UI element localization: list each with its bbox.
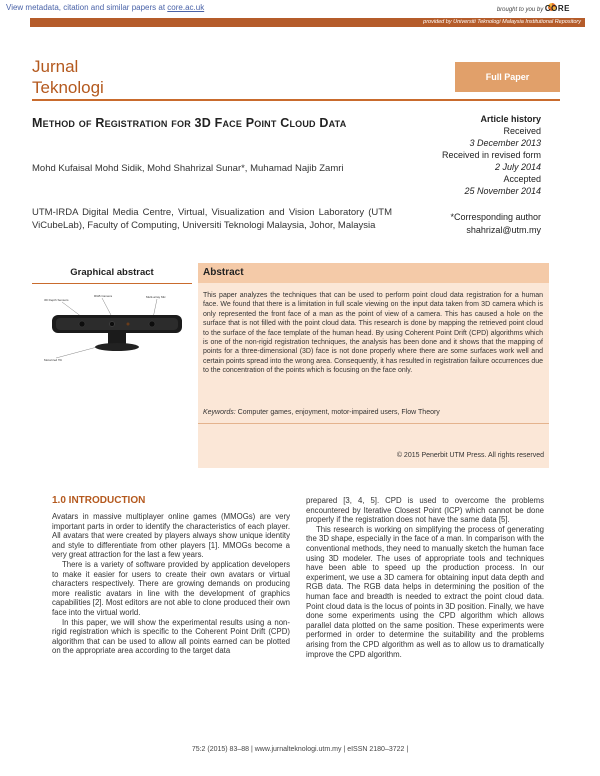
full-paper-badge: Full Paper (455, 62, 560, 92)
paragraph: There is a variety of software provided by application developers to make it easier for users to create their own avatars or virtual characters respectively. There are growing demands on producing more realistic avatars in line with the development of graphics capabilities [2]. Most editors are not able to clone produced their own face into the virtual world. (52, 559, 290, 617)
paragraph: prepared [3, 4, 5]. CPD is used to overcome the problems encountered by Iterative Closest Point (ICP) which cannot be done properly if the registration does not have the same data [5]. (306, 496, 544, 525)
paragraph: In this paper, we will show the experimental results using a non-rigid registration which is specific to the Coherent Point Drift (CPD) algorithm that can be used to allow all points earned can be plotted on the appropriate area according to the target data (52, 617, 290, 656)
authors: Mohd Kufaisal Mohd Sidik, Mohd Shahrizal Sunar*, Muhamad Najib Zamri (32, 163, 344, 174)
abstract-divider (198, 423, 549, 424)
header-divider (32, 99, 560, 101)
abstract-text: This paper analyzes the techniques that can be used to perform point cloud data registration for a human face. We found that there is a limitation in full scale viewing on the input data taken from 3D camera which is only represented the front face of a man as the point of view of a camera. This has caused a hole on the surface that is not filled with the point cloud data. This research is done by mapping the retrieved point cloud to the surface of the face template of the human head. By using Coherent Point Drift (CPD) algorithms which is one of the non-rigid registration techniques, the analysis has been done and it shows that the mapping of points for a three-dimensional (3D) face is not done properly where there are some surfaces work well and certain points spread into the wrong area. Consequently, it has resulted in registration failure occurrences due to the concentration of the points which is focusing on the face only. (203, 292, 543, 375)
ga-label-rgb: RGB Camera (94, 294, 113, 298)
ga-label-depth: 3D Depth Sensors (44, 298, 69, 302)
abstract-box (198, 263, 549, 468)
copyright: © 2015 Penerbit UTM Press. All rights reserved (396, 452, 544, 459)
paragraph: This research is working on simplifying the process of generating the 3D shape, especially in the face of a man. In comparison with the conventional methods, they need to manually sketch the human face using 3D modeler. The uses of appropriate tools and techniques have been able to speed up the production process. In our experiment, we use a 3D camera for obtaining input data depth and RGB data. The RGB data helps in determining the position of the human face and breadth is needed to extract the point cloud data. Point cloud data is the locus of points in 3D position. Finally, we have done some experiments using the CPD algorithm which allows parallel data plotted on the same position. These experiments were performed in order to determine the suitability and the problems arising from the CPD algorithm as well as to allow us to dramatically improve the CPD algorithm. (306, 524, 544, 659)
abstract-heading: Abstract (198, 263, 549, 283)
paper-title: Method of Registration for 3D Face Point Cloud Data (32, 116, 347, 130)
right-column (306, 496, 544, 659)
section-title-introduction: 1.0 INTRODUCTION (52, 495, 146, 506)
kinect-sensor-image (42, 293, 192, 363)
graphical-abstract-heading: Graphical abstract (32, 263, 192, 284)
core-brand: brought to you by CORE (496, 4, 570, 13)
paragraph: Avatars in massive multiplayer online games (MMOGs) are very important parts in order to identify the characteristics of each player. All avatars that were created by players always show unique identity and style to differentiate from other players [1]. MMOGs become a very great attraction for the last a few years. (52, 512, 290, 560)
affiliation: UTM-IRDA Digital Media Centre, Virtual, Visualization and Vision Laboratory (UTM ViCubeLab), Faculty of Computing, Universiti Teknologi Malaysia, Johor, Malaysia (32, 207, 392, 231)
journal-title: Jurnal Teknologi (32, 57, 104, 97)
left-column (52, 512, 290, 656)
ga-label-tilt: Motorized Tilt (44, 358, 62, 362)
provided-by-bar: provided by Universiti Teknologi Malaysia Institutional Repository (30, 18, 585, 27)
article-history: Article history Received 3 December 2013 Received in revised form 2 July 2014 Accepted 25 November 2014 (441, 114, 541, 196)
ga-label-mic: Multi-array Mic (146, 295, 166, 299)
page-footer: 75:2 (2015) 83–88 | www.jurnalteknologi.utm.my | eISSN 2180–3722 | (191, 746, 409, 753)
corresponding-email[interactable]: shahrizal@utm.my (466, 225, 541, 235)
core-link[interactable]: core.ac.uk (167, 3, 205, 12)
core-banner (0, 0, 600, 20)
graphical-abstract (32, 263, 192, 468)
core-metadata-text: View metadata, citation and similar papers at core.ac.uk (6, 3, 205, 12)
keywords: Keywords: Computer games, enjoyment, motor-impaired users, Flow Theory (203, 409, 440, 416)
corresponding-author: *Corresponding author shahrizal@utm.my (400, 211, 541, 237)
